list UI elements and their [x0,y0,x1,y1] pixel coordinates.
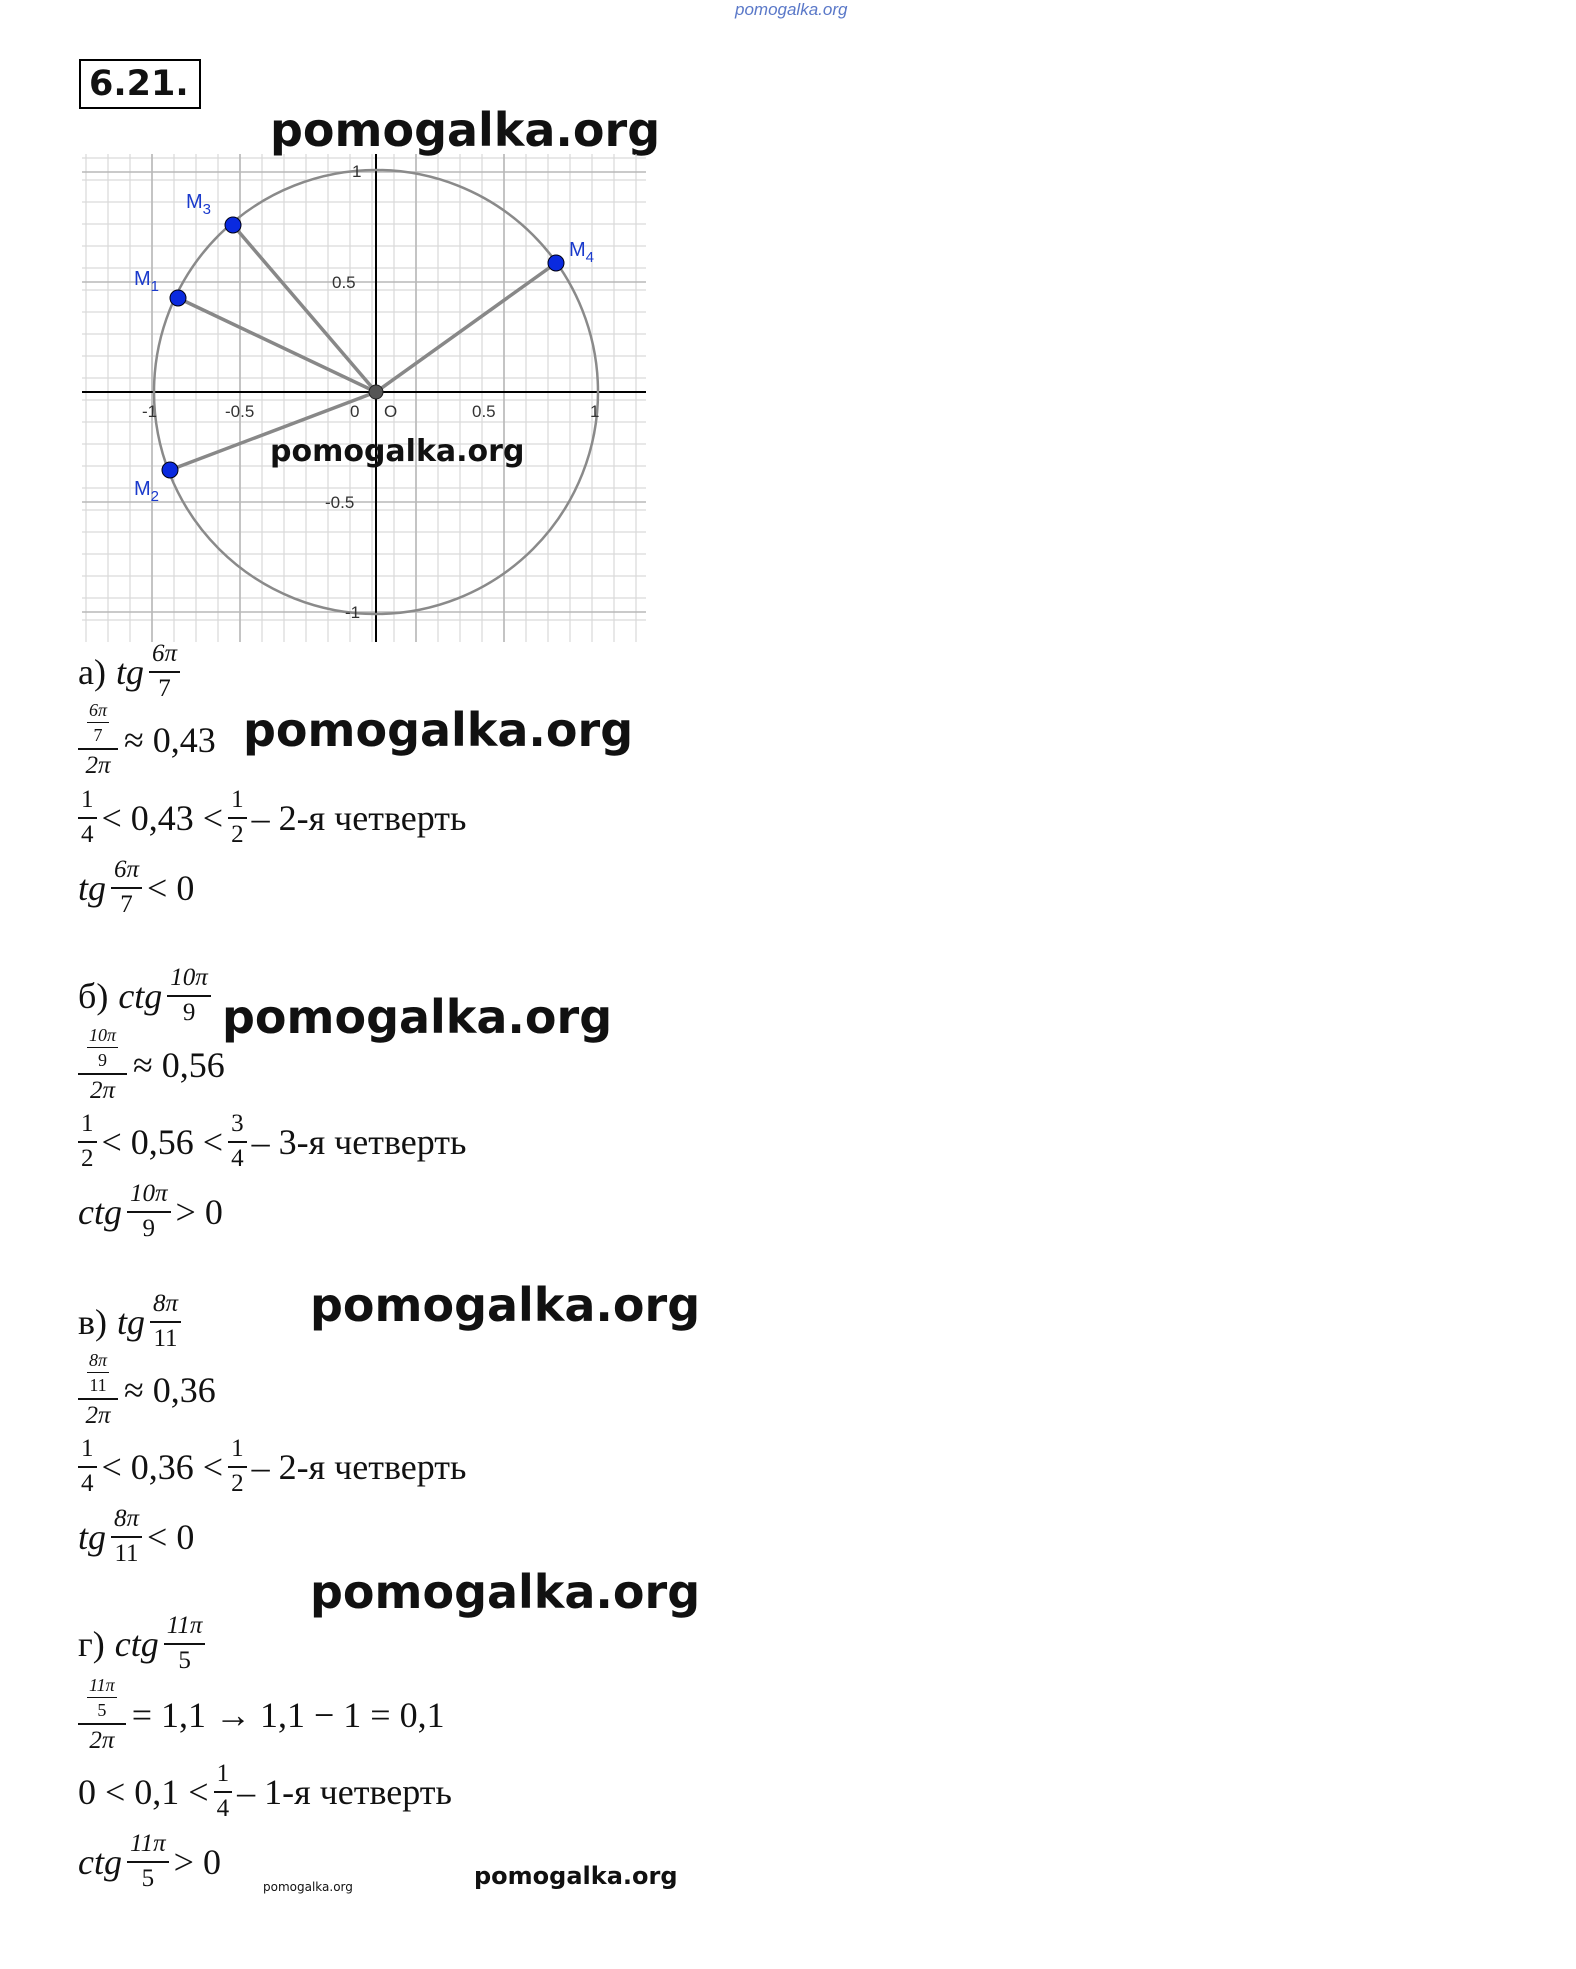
part-c-range: $\frac{1}{4}$ < 0,36 < $\frac{1}{2}$ – 2-я четверть [78,1435,466,1499]
origin-label: O [384,402,398,421]
watermark: pomogalka.org [310,1278,701,1332]
small-watermark: pomogalka.org [263,1880,353,1894]
problem-number: 6.21. [79,59,201,109]
y-tick-half: 0.5 [332,273,356,292]
part-d-header: г) ctg $\frac{11\pi}{5}$ [78,1612,210,1676]
x-tick-1: 1 [590,402,600,421]
y-tick-top: 1 [352,162,362,181]
top-watermark: pomogalka.org [735,0,848,19]
part-c-ratio: $\frac{\frac{8\pi}{11}}{2\pi}$ ≈ 0,36 [78,1350,216,1430]
part-a-arg: $\frac{6\pi}{7}$ [149,640,180,704]
x-tick-half: 0.5 [472,402,496,421]
part-c-result: tg $\frac{8\pi}{11}$ < 0 [78,1505,195,1567]
watermark: pomogalka.org [270,434,525,469]
watermark: pomogalka.org [222,990,613,1044]
point-m2 [162,462,178,478]
part-a-ratio-frac: $\frac{\frac{6\pi}{7}}{2\pi}$ [78,700,118,780]
part-a-header [78,640,185,704]
part-a-result: tg $\frac{6\pi}{7}$ < 0 [78,856,195,918]
y-tick-bottom: -1 [345,603,361,622]
label-m2: $M_2$ [134,478,160,505]
part-a-quarter: – 2-я четверть [251,797,467,838]
point-m3 [225,217,241,233]
part-a-range: $\frac{1}{4}$ < 0,43 < $\frac{1}{2}$ – 2-я четверть [78,786,466,850]
radius-m3 [233,225,376,392]
point-m4 [548,255,564,271]
part-a-approx: ≈ 0,43 [124,719,216,760]
part-b-result: ctg $\frac{10\pi}{9}$ > 0 [78,1180,223,1242]
label-m1: $M_1$ [134,268,160,295]
part-d-result: ctg $\frac{11\pi}{5}$ > 0 [78,1830,221,1892]
part-a-ratio [78,700,216,780]
part-a-prefix: а) [78,651,106,692]
part-b-ratio: $\frac{\frac{10\pi}{9}}{2\pi}$ ≈ 0,56 [78,1025,225,1105]
part-b-range: $\frac{1}{2}$ < 0,56 < $\frac{3}{4}$ – 3-я четверть [78,1110,466,1174]
part-d-range: 0 < 0,1 < $\frac{1}{4}$ – 1-я четверть [78,1760,452,1822]
point-m1 [170,290,186,306]
x-tick-neg1: -1 [142,402,158,421]
origin-point [369,385,383,399]
part-d-ratio: $\frac{\frac{11\pi}{5}}{2\pi}$ = 1,1 → 1,1 − 1 = 0,1 [78,1675,445,1755]
x-tick-zero: 0 [350,402,360,421]
part-c-header: в) tg $\frac{8\pi}{11}$ [78,1290,186,1354]
watermark: pomogalka.org [310,1565,701,1619]
label-m3: $M_3$ [186,191,212,218]
x-tick-neg-half: -0.5 [225,402,255,421]
part-a-func: tg [115,651,144,692]
watermark: pomogalka.org [270,103,661,157]
footer-watermark: pomogalka.org [474,1862,678,1890]
watermark: pomogalka.org [243,703,634,757]
part-b-header: б) ctg $\frac{10\pi}{9}$ [78,964,216,1028]
y-tick-neg-half: -0.5 [325,493,355,512]
label-m4: $M_4$ [569,239,595,266]
unit-circle-graph [80,152,650,644]
